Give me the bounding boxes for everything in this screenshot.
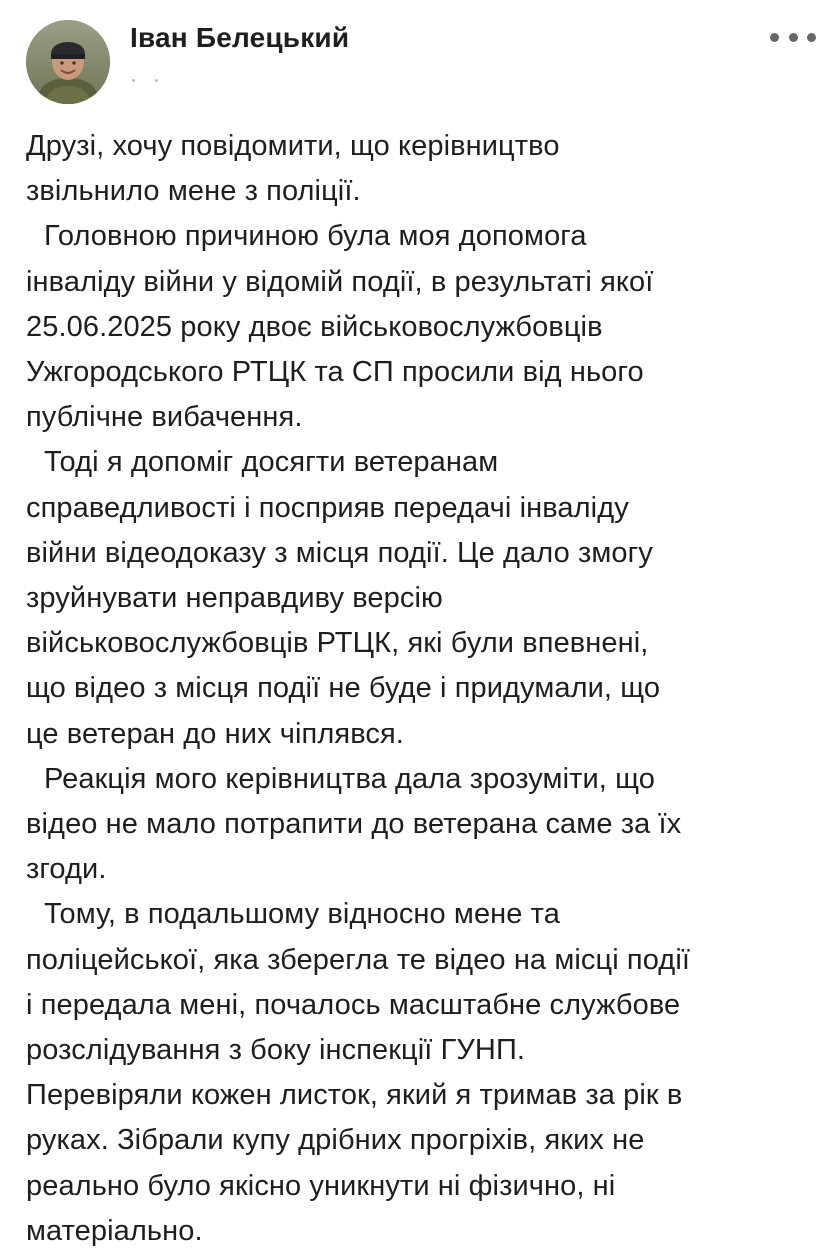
post-paragraph-3: Тоді я допоміг досягти ветеранам справедливості і посприяв передачі інваліду війни відеодоказу з місця події. Це дало змогу зруйнувати неправдиву версію військовослужбовців РТЦК, які були впевнені, що відео з місця події не буде і придумали, що це ветеран до них чіплявся.	[26, 446, 661, 750]
meta-dot	[132, 79, 135, 82]
more-options-button[interactable]	[770, 24, 816, 50]
author-avatar[interactable]	[26, 20, 110, 104]
meta-dot	[155, 79, 158, 82]
post-paragraph-5: Тому, в подальшому відносно мене та поліцейської, яка зберегла те відео на місці події і передала мені, почалось масштабне службове розслідування з боку інспекції ГУНП. Перевіряли кожен листок, який я тримав за рік в руках. Зібрали купу дрібних прогріхів, яких не реально було якісно уникнути ні фізично, ні матеріально.	[26, 898, 691, 1247]
post-paragraph-1: Друзі, хочу повідомити, що керівництво звільнило мене з поліції.	[26, 130, 560, 208]
post-paragraph-4: Реакція мого керівництва дала зрозуміти, що відео не мало потрапити до ветерана саме за їх згоди.	[26, 762, 682, 886]
more-horizontal-icon	[770, 33, 779, 42]
more-horizontal-icon	[789, 33, 798, 42]
post-paragraph-2: Головною причиною була моя допомога інваліду війни у відомій події, в результаті якої 25.06.2025 року двоє військовослужбовців Ужгородського РТЦК та СП просили від нього публічне вибачення.	[26, 220, 654, 434]
more-horizontal-icon	[807, 33, 816, 42]
post-header	[26, 20, 816, 110]
post-meta-dots	[132, 72, 252, 86]
post-text	[26, 124, 816, 1254]
profile-photo	[26, 20, 110, 104]
author-name[interactable]: Іван Белецький	[130, 22, 350, 53]
